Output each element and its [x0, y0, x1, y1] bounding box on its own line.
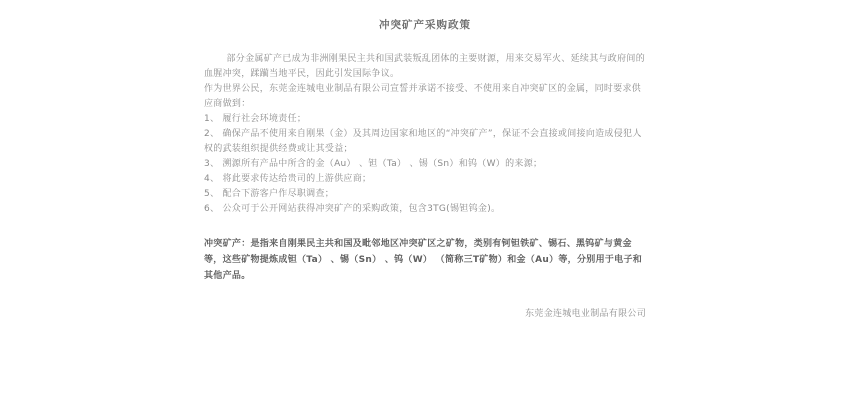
requirement-item-1: 1、 履行社会环境责任； [204, 114, 307, 124]
document-page [204, 0, 646, 322]
requirement-item-4: 4、 将此要求传达给贵司的上游供应商； [204, 174, 372, 184]
intro-paragraph: 部分金属矿产已成为非洲刚果民主共和国武装叛乱团体的主要财源，用来交易军火、延续其与政府间的血腥冲突，蹂躏当地平民，因此引发国际争议。 [204, 54, 646, 79]
page-title: 冲突矿产采购政策 [379, 19, 471, 31]
requirement-item-3: 3、 溯源所有产品中所含的金（Au） 、钽（Ta） 、锡（Sn）和钨（W）的来源； [204, 159, 543, 169]
pledge-paragraph: 作为世界公民，东莞金连城电业制品有限公司宣誓并承诺不接受、不使用来自冲突矿区的金属，同时要求供应商做到： [204, 84, 642, 109]
requirement-item-6: 6、 公众可于公开网站获得冲突矿产的采购政策，包含3TG(锡钽钨金)。 [204, 204, 501, 214]
definition-paragraph: 冲突矿产：是指来自刚果民主共和国及毗邻地区冲突矿区之矿物，类别有钶钽铁矿、锡石、黑钨矿与黄金等，这些矿物提炼成钽（Ta） 、锡（Sn） 、钨（W） （简称三T矿物）和金（Au）等，分别用于电子和其他产品。 [204, 239, 643, 281]
company-signature: 东莞金连城电业制品有限公司 [525, 309, 646, 319]
requirement-item-2: 2、 确保产品不使用来自刚果（金）及其周边国家和地区的“冲突矿产”，保证不会直接或间接向造成侵犯人权的武装组织提供经费或让其受益； [204, 129, 642, 154]
requirement-item-5: 5、 配合下游客户作尽职调查； [204, 189, 335, 199]
requirement-list [204, 112, 646, 217]
